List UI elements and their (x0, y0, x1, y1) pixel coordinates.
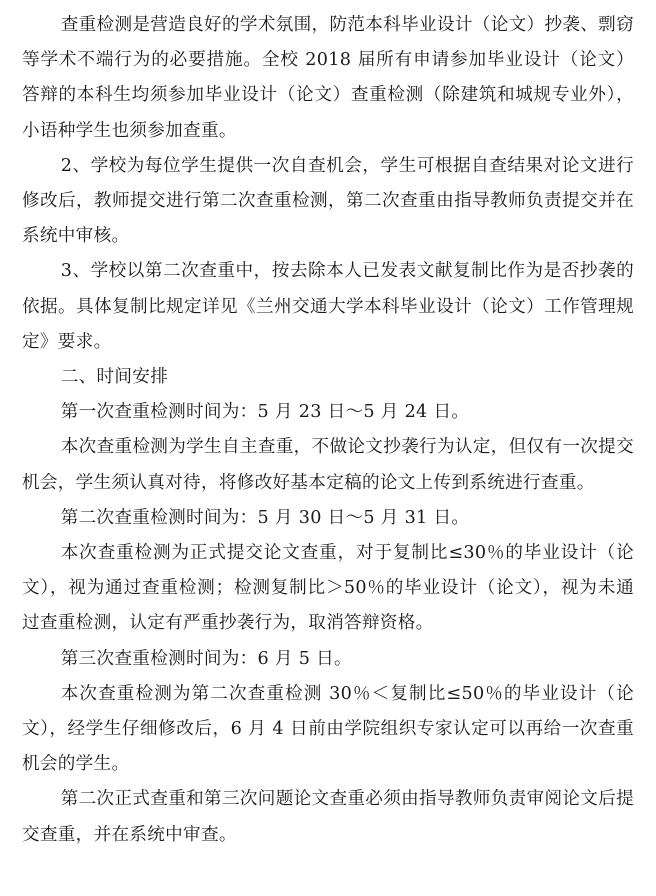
third-check-time: 第三次查重检测时间为：6 月 5 日。 (60, 648, 352, 669)
second-check-time: 第二次查重检测时间为：5 月 30 日～5 月 31 日。 (60, 507, 470, 528)
review-requirement: 第二次正式查重和第三次问题论文查重必须由指导教师负责审阅论文后提交查重，并在系统中审查。 (22, 789, 634, 845)
paragraph-item-2: 2、学校为每位学生提供一次自查机会，学生可根据自查结果对论文进行修改后，教师提交进行第二次查重检测，第二次查重由指导教师负责提交并在系统中审核。 (22, 155, 634, 247)
paragraph-intro: 查重检测是营造良好的学术氛围，防范本科毕业设计（论文）抄袭、剽窃等学术不端行为的必要措施。全校 2018 届所有申请参加毕业设计（论文）答辩的本科生均须参加毕业设计（论文）查重检测（除建筑和城规专业外），小语种学生也须参加查重。 (22, 15, 634, 141)
second-check-description: 本次查重检测为正式提交论文查重，对于复制比≤30％的毕业设计（论文），视为通过查重检测；检测复制比＞50％的毕业设计（论文），视为未通过查重检测，认定有严重抄袭行为，取消答辩资格。 (22, 543, 634, 634)
first-check-description: 本次查重检测为学生自主查重，不做论文抄袭行为认定，但仅有一次提交机会，学生须认真对待，将修改好基本定稿的论文上传到系统进行查重。 (22, 437, 634, 493)
third-check-description: 本次查重检测为第二次查重检测 30％＜复制比≤50％的毕业设计（论文），经学生仔细修改后，6 月 4 日前由学院组织专家认定可以再给一次查重机会的学生。 (22, 683, 634, 775)
first-check-time: 第一次查重检测时间为：5 月 23 日～5 月 24 日。 (60, 402, 470, 423)
paragraph-item-3: 3、学校以第二次查重中，按去除本人已发表文献复制比作为是否抄袭的依据。具体复制比规定详见《兰州交通大学本科毕业设计（论文）工作管理规定》要求。 (22, 261, 634, 352)
section-heading-schedule: 二、时间安排 (60, 367, 169, 388)
